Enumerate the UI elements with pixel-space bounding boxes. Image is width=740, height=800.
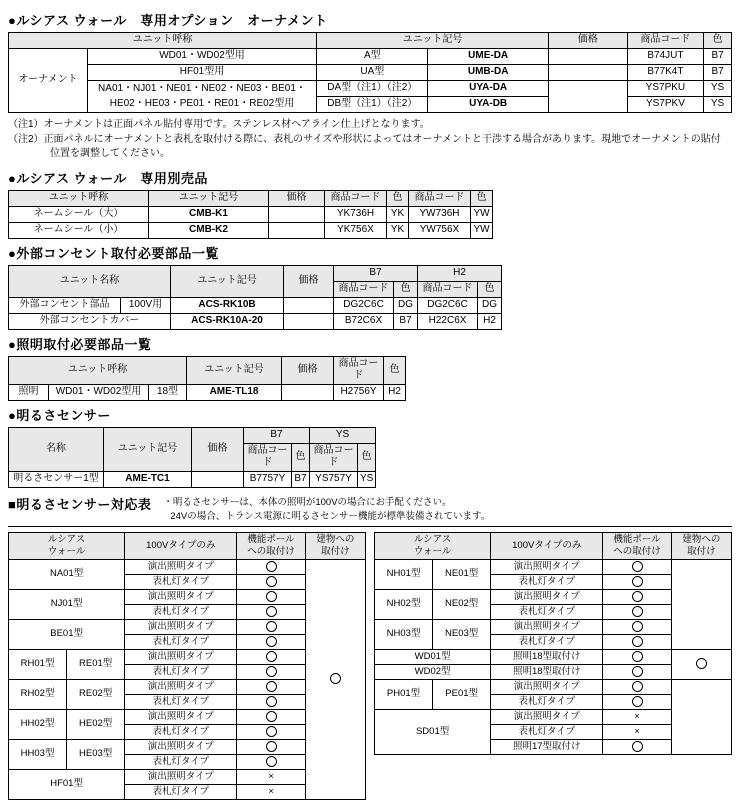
- cell-model: NH03型: [375, 619, 433, 649]
- cell-pole-mark: [603, 619, 671, 634]
- cell-code: AME-TC1: [104, 471, 192, 487]
- table-header-row: [9, 33, 732, 49]
- note-2-cont: [8, 147, 732, 162]
- compat-note-1: ・明るさセンサーは、本体の照明が100Vの場合にお手配ください。: [163, 496, 452, 508]
- header-100v-type: 100Vタイプのみ: [491, 533, 603, 560]
- cell-type: 演出照明タイプ: [491, 589, 603, 604]
- cell-building-mark: [671, 649, 731, 679]
- cell-model-2: PE01型: [433, 679, 491, 709]
- header-line-2: 取付け: [687, 545, 716, 557]
- compat-table-right: [374, 532, 732, 755]
- header-group-h2: H2: [418, 265, 502, 281]
- cell-type: 表札灯タイプ: [125, 754, 237, 769]
- cell-product-code: H2756Y: [334, 384, 384, 400]
- cell-unit-names: HE02・HE03・PE01・RE01・RE02型用: [87, 97, 316, 113]
- cell-product-code: YS7PKU: [627, 81, 703, 97]
- cell-type: 表札灯タイプ: [125, 604, 237, 619]
- sensor-section-title: ●明るさセンサー: [8, 407, 111, 423]
- cell-type: 表札灯タイプ: [125, 694, 237, 709]
- notes-block: [8, 118, 732, 162]
- table-row: [9, 222, 493, 238]
- cell-type: 表札灯タイプ: [491, 634, 603, 649]
- circle-icon: [632, 636, 643, 647]
- table-header-row: [9, 427, 376, 443]
- cell-building-empty: [671, 559, 731, 649]
- cell-model: HH02型: [9, 709, 67, 739]
- circle-icon: [266, 576, 277, 587]
- cell-type: 演出照明タイプ: [125, 589, 237, 604]
- cell-pole-mark: [603, 559, 671, 574]
- header-lucias-wall: [375, 533, 491, 560]
- header-product-code: 商品コード: [334, 356, 384, 384]
- header-name: 名称: [9, 427, 104, 471]
- cell-type: 照明18型取付け: [491, 649, 603, 664]
- cell-type: 表札灯タイプ: [125, 784, 237, 799]
- table-header-row: [9, 265, 502, 281]
- header-unit-code: ユニット記号: [149, 190, 269, 206]
- cell-type: 表札灯タイプ: [125, 724, 237, 739]
- circle-icon: [266, 591, 277, 602]
- compat-notes: [163, 494, 490, 525]
- header-building-mount: [305, 533, 365, 560]
- cell-building-mark: [305, 559, 365, 799]
- table-row: [9, 559, 366, 574]
- cell-code: AME-TL18: [187, 384, 282, 400]
- header-color-1: 色: [394, 281, 418, 297]
- header-line-1: 機能ポール: [613, 534, 661, 545]
- compat-header-block: [8, 494, 732, 525]
- cell-type: 演出照明タイプ: [125, 709, 237, 724]
- header-group-b7: B7: [244, 427, 310, 443]
- note-1-label: （注1）: [8, 119, 44, 130]
- cell-pole-mark: [237, 619, 305, 634]
- cell-c2: YW: [471, 222, 493, 238]
- cell-pole-mark: [603, 664, 671, 679]
- cell-type: 表札灯タイプ: [125, 634, 237, 649]
- cell-price: [548, 81, 627, 113]
- header-lucias-wall: [9, 533, 125, 560]
- table-row: [9, 206, 493, 222]
- cell-code: CMB-K2: [149, 222, 269, 238]
- table-row: [9, 313, 502, 329]
- cell-model: NH01型: [375, 559, 433, 589]
- cell-pole-mark: [237, 649, 305, 664]
- cell-price: [192, 471, 244, 487]
- cell-pole-mark: [237, 679, 305, 694]
- header-price: 価格: [282, 356, 334, 384]
- cell-pc2: YW756X: [409, 222, 471, 238]
- circle-icon: [266, 726, 277, 737]
- header-line-2: ウォール: [47, 545, 86, 557]
- cell-model: HF01型: [9, 769, 125, 799]
- cell-pc2: YW736H: [409, 206, 471, 222]
- circle-icon: [632, 696, 643, 707]
- header-line-1: ルシアス: [413, 534, 452, 545]
- table-header-row: [9, 356, 406, 384]
- cell-type: 演出照明タイプ: [491, 619, 603, 634]
- cell-pole-mark: [237, 634, 305, 649]
- cell-pole-mark: [237, 574, 305, 589]
- cell-pole-mark: [603, 634, 671, 649]
- header-group-ys: YS: [310, 427, 376, 443]
- cell-pc2: DG2C6C: [418, 297, 478, 313]
- cell-type: 表札灯タイプ: [491, 574, 603, 589]
- header-price: 価格: [548, 33, 627, 49]
- cell-color: B7: [704, 49, 732, 65]
- cell-c2: H2: [478, 313, 502, 329]
- header-color-1: 色: [292, 443, 310, 471]
- header-color: 色: [704, 33, 732, 49]
- cell-price: [269, 206, 325, 222]
- header-line-2: への取付け: [247, 545, 295, 557]
- note-2-label: （注2）: [8, 133, 44, 145]
- header-product-code-1: 商品コード: [325, 190, 387, 206]
- circle-icon: [632, 741, 643, 752]
- divider: [8, 526, 732, 527]
- cell-type: DB型（注1）（注2）: [317, 97, 428, 113]
- header-product-code-1: 商品コード: [334, 281, 394, 297]
- circle-icon: [632, 606, 643, 617]
- note-1-text: オーナメントは正面パネル貼付専用です。ステンレス材ヘアライン仕上げとなります。: [43, 119, 430, 130]
- cell-color: YS: [704, 97, 732, 113]
- note-2-text2: 位置を調整してください。: [50, 148, 170, 159]
- header-price: 価格: [192, 427, 244, 471]
- cell-c2: YW: [471, 206, 493, 222]
- cell-color: YS: [704, 81, 732, 97]
- header-line-1: 建物への: [316, 534, 355, 545]
- cell-model-2: HE03型: [67, 739, 125, 769]
- cell-pole-mark: ×: [237, 769, 305, 784]
- cell-price: [548, 49, 627, 65]
- cell-model-2: HE02型: [67, 709, 125, 739]
- circle-icon: [266, 621, 277, 632]
- circle-icon: [266, 651, 277, 662]
- circle-icon: [266, 681, 277, 692]
- header-product-code: 商品コード: [627, 33, 703, 49]
- cell-name: ネームシール（小）: [9, 222, 149, 238]
- circle-icon: [632, 651, 643, 662]
- cell-c1: YK: [387, 206, 409, 222]
- cell-price: [284, 297, 334, 313]
- sensor-table: [8, 427, 376, 488]
- cell-c1: DG: [394, 297, 418, 313]
- header-building-mount: [671, 533, 731, 560]
- cell-type: UA型: [317, 65, 428, 81]
- header-color-2: 色: [358, 443, 376, 471]
- header-color: 色: [384, 356, 406, 384]
- table-row: [375, 679, 732, 694]
- cell-model: RH01型: [9, 649, 67, 679]
- compat-section-title: ■明るさセンサー対応表: [8, 496, 152, 512]
- cell-type: 演出照明タイプ: [125, 739, 237, 754]
- cell-code: UMB-DA: [428, 65, 549, 81]
- cell-pole-mark: [237, 709, 305, 724]
- circle-icon: [330, 673, 341, 684]
- cell-c2: YS: [358, 471, 376, 487]
- cell-pole-mark: [237, 559, 305, 574]
- parts-table: [8, 190, 493, 239]
- cell-pole-mark: [603, 574, 671, 589]
- cell-price: [282, 384, 334, 400]
- circle-icon: [632, 621, 643, 632]
- header-line-1: 機能ポール: [247, 534, 295, 545]
- header-line-2: ウォール: [413, 545, 452, 557]
- cell-type: 表札灯タイプ: [125, 664, 237, 679]
- header-unit-code: ユニット記号: [104, 427, 192, 471]
- compat-right-col: [374, 532, 732, 800]
- header-line-2: 取付け: [321, 545, 350, 557]
- header-unit-code: ユニット記号: [187, 356, 282, 384]
- cell-type: 演出照明タイプ: [491, 559, 603, 574]
- circle-icon: [266, 561, 277, 572]
- cell-product-code: B74JUT: [627, 49, 703, 65]
- cell-model: SD01型: [375, 709, 491, 754]
- cell-model: RH02型: [9, 679, 67, 709]
- table-row: [375, 559, 732, 574]
- cell-name: 外部コンセントカバー: [9, 313, 171, 329]
- cell-pole-mark: [237, 604, 305, 619]
- cell-pc1: B72C6X: [334, 313, 394, 329]
- cell-price: [284, 313, 334, 329]
- cell-model-2: NE03型: [433, 619, 491, 649]
- cell-type: 表札灯タイプ: [125, 574, 237, 589]
- cell-type: A型: [317, 49, 428, 65]
- cell-pole-mark: [237, 754, 305, 769]
- cell-pc1: YK736H: [325, 206, 387, 222]
- cell-type: 表札灯タイプ: [491, 724, 603, 739]
- cell-model: WD02型: [375, 664, 491, 679]
- cell-pole-mark: ×: [603, 709, 671, 724]
- header-price: 価格: [269, 190, 325, 206]
- header-color-1: 色: [387, 190, 409, 206]
- header-line-1: ルシアス: [47, 534, 86, 545]
- compat-tables-wrap: [8, 532, 732, 800]
- cell-c1: B7: [292, 471, 310, 487]
- cell-product-code: YS7PKV: [627, 97, 703, 113]
- cell-name: ネームシール（大）: [9, 206, 149, 222]
- cell-color: H2: [384, 384, 406, 400]
- header-unit-code: ユニット記号: [317, 33, 549, 49]
- cell-model: PH01型: [375, 679, 433, 709]
- header-unit-name: ユニット名称: [9, 265, 171, 297]
- ornament-section-title: ●ルシアス ウォール 専用オプション オーナメント: [8, 13, 328, 28]
- circle-icon: [632, 591, 643, 602]
- circle-icon: [266, 711, 277, 722]
- table-row: [9, 49, 732, 65]
- cell-pole-mark: [237, 589, 305, 604]
- cell-product-code: B77K4T: [627, 65, 703, 81]
- cell-type: 照明18型取付け: [491, 664, 603, 679]
- cell-pole-mark: [603, 649, 671, 664]
- cell-color: B7: [704, 65, 732, 81]
- cell-pole-mark: ×: [237, 784, 305, 799]
- cell-code: ACS-RK10B: [171, 297, 284, 313]
- table-row: [375, 649, 732, 664]
- cell-pole-mark: [237, 739, 305, 754]
- cell-model: NH02型: [375, 589, 433, 619]
- cell-type: 表札灯タイプ: [491, 694, 603, 709]
- cell-pole-mark: [237, 664, 305, 679]
- circle-icon: [632, 561, 643, 572]
- header-price: 価格: [284, 265, 334, 297]
- cell-building-empty: [671, 679, 731, 754]
- cell-model-2: RE01型: [67, 649, 125, 679]
- cell-c1: B7: [394, 313, 418, 329]
- header-product-code-2: 商品コード: [409, 190, 471, 206]
- cell-price: [548, 65, 627, 81]
- circle-icon: [632, 681, 643, 692]
- ornament-table: [8, 32, 732, 113]
- cell-name: 照明: [9, 384, 49, 400]
- outlet-section-title: ●外部コンセント取付必要部品一覧: [8, 245, 219, 261]
- header-color-2: 色: [471, 190, 493, 206]
- cell-pole-mark: [603, 694, 671, 709]
- cell-pole-mark: ×: [603, 724, 671, 739]
- table-row: [9, 384, 406, 400]
- cell-pc2: YS757Y: [310, 471, 358, 487]
- cell-c2: DG: [478, 297, 502, 313]
- circle-icon: [266, 741, 277, 752]
- circle-icon: [696, 658, 707, 669]
- cell-type: 演出照明タイプ: [125, 649, 237, 664]
- note-2-text: 正面パネルにオーナメントと表札を取付ける際に、表札のサイズや形状によってはオーナメントと干渉する場合があります。現地でオーナメントの貼付: [43, 133, 721, 145]
- circle-icon: [266, 666, 277, 677]
- header-pole-mount: [603, 533, 671, 560]
- table-row: [9, 471, 376, 487]
- circle-icon: [266, 756, 277, 767]
- table-row: [9, 65, 732, 81]
- cell-pole-mark: [603, 604, 671, 619]
- cell-model-2: NE02型: [433, 589, 491, 619]
- cell-pc1: YK756X: [325, 222, 387, 238]
- header-unit-code: ユニット記号: [171, 265, 284, 297]
- cell-pole-mark: [237, 694, 305, 709]
- header-product-code-1: 商品コード: [244, 443, 292, 471]
- cell-pole-mark: [603, 589, 671, 604]
- header-unit-name: ユニット呼称: [9, 356, 187, 384]
- circle-icon: [266, 696, 277, 707]
- row-label-ornament: オーナメント: [9, 49, 88, 113]
- cell-code: UME-DA: [428, 49, 549, 65]
- cell-code: UYA-DB: [428, 97, 549, 113]
- header-line-1: 建物への: [682, 534, 721, 545]
- cell-pole-mark: [603, 739, 671, 754]
- cell-code: ACS-RK10A-20: [171, 313, 284, 329]
- cell-code: CMB-K1: [149, 206, 269, 222]
- table-row: [9, 297, 502, 313]
- circle-icon: [266, 606, 277, 617]
- cell-unit-names: WD01・WD02型用: [49, 384, 149, 400]
- cell-pole-mark: [237, 724, 305, 739]
- cell-pole-mark: [603, 679, 671, 694]
- header-pole-mount: [237, 533, 305, 560]
- header-line-2: への取付け: [613, 545, 661, 557]
- cell-type: 演出照明タイプ: [491, 709, 603, 724]
- cell-model: HH03型: [9, 739, 67, 769]
- cell-type: 演出照明タイプ: [491, 679, 603, 694]
- cell-type: DA型（注1）（注2）: [317, 81, 428, 97]
- header-unit-name: ユニット呼称: [9, 190, 149, 206]
- cell-c1: YK: [387, 222, 409, 238]
- parts-section-title: ●ルシアス ウォール 専用別売品: [8, 170, 208, 186]
- cell-type: 照明17型取付け: [491, 739, 603, 754]
- cell-type: 演出照明タイプ: [125, 769, 237, 784]
- note-2: [8, 133, 732, 148]
- cell-model: NJ01型: [9, 589, 125, 619]
- header-100v-type: 100Vタイプのみ: [125, 533, 237, 560]
- cell-code: UYA-DA: [428, 81, 549, 97]
- header-unit-name: ユニット呼称: [9, 33, 317, 49]
- circle-icon: [632, 576, 643, 587]
- cell-model: BE01型: [9, 619, 125, 649]
- cell-sub: 100V用: [121, 297, 171, 313]
- table-header-row: [375, 533, 732, 560]
- cell-number: 18型: [149, 384, 187, 400]
- cell-name: 外部コンセント部品: [9, 297, 121, 313]
- outlet-table: [8, 265, 502, 330]
- header-group-b7: B7: [334, 265, 418, 281]
- cell-price: [269, 222, 325, 238]
- table-header-row: [9, 190, 493, 206]
- header-product-code-2: 商品コード: [310, 443, 358, 471]
- circle-icon: [632, 666, 643, 677]
- cell-pc2: H22C6X: [418, 313, 478, 329]
- cell-type: 演出照明タイプ: [125, 619, 237, 634]
- cell-unit-names: WD01・WD02型用: [87, 49, 316, 65]
- lighting-section-title: ●照明取付必要部品一覧: [8, 336, 152, 352]
- cell-type: 表札灯タイプ: [491, 604, 603, 619]
- cell-type: 演出照明タイプ: [125, 679, 237, 694]
- table-header-row: [9, 533, 366, 560]
- compat-note-2: 24Vの場合、トランス電源に明るさセンサー機能が標準装備されています。: [170, 510, 491, 522]
- header-color-2: 色: [478, 281, 502, 297]
- table-row: [9, 81, 732, 97]
- cell-model-2: RE02型: [67, 679, 125, 709]
- cell-unit-names: HF01型用: [87, 65, 316, 81]
- cell-pc1: DG2C6C: [334, 297, 394, 313]
- cell-pc1: B7757Y: [244, 471, 292, 487]
- cell-name: 明るさセンサー1型: [9, 471, 104, 487]
- cell-model: NA01型: [9, 559, 125, 589]
- header-product-code-2: 商品コード: [418, 281, 478, 297]
- cell-unit-names: NA01・NJ01・NE01・NE02・NE03・BE01・: [87, 81, 316, 97]
- cell-model-2: NE01型: [433, 559, 491, 589]
- note-1: [8, 118, 732, 133]
- cell-model: WD01型: [375, 649, 491, 664]
- compat-left-col: [8, 532, 366, 800]
- lighting-table: [8, 356, 406, 401]
- cell-type: 演出照明タイプ: [125, 559, 237, 574]
- circle-icon: [266, 636, 277, 647]
- compat-table-left: [8, 532, 366, 800]
